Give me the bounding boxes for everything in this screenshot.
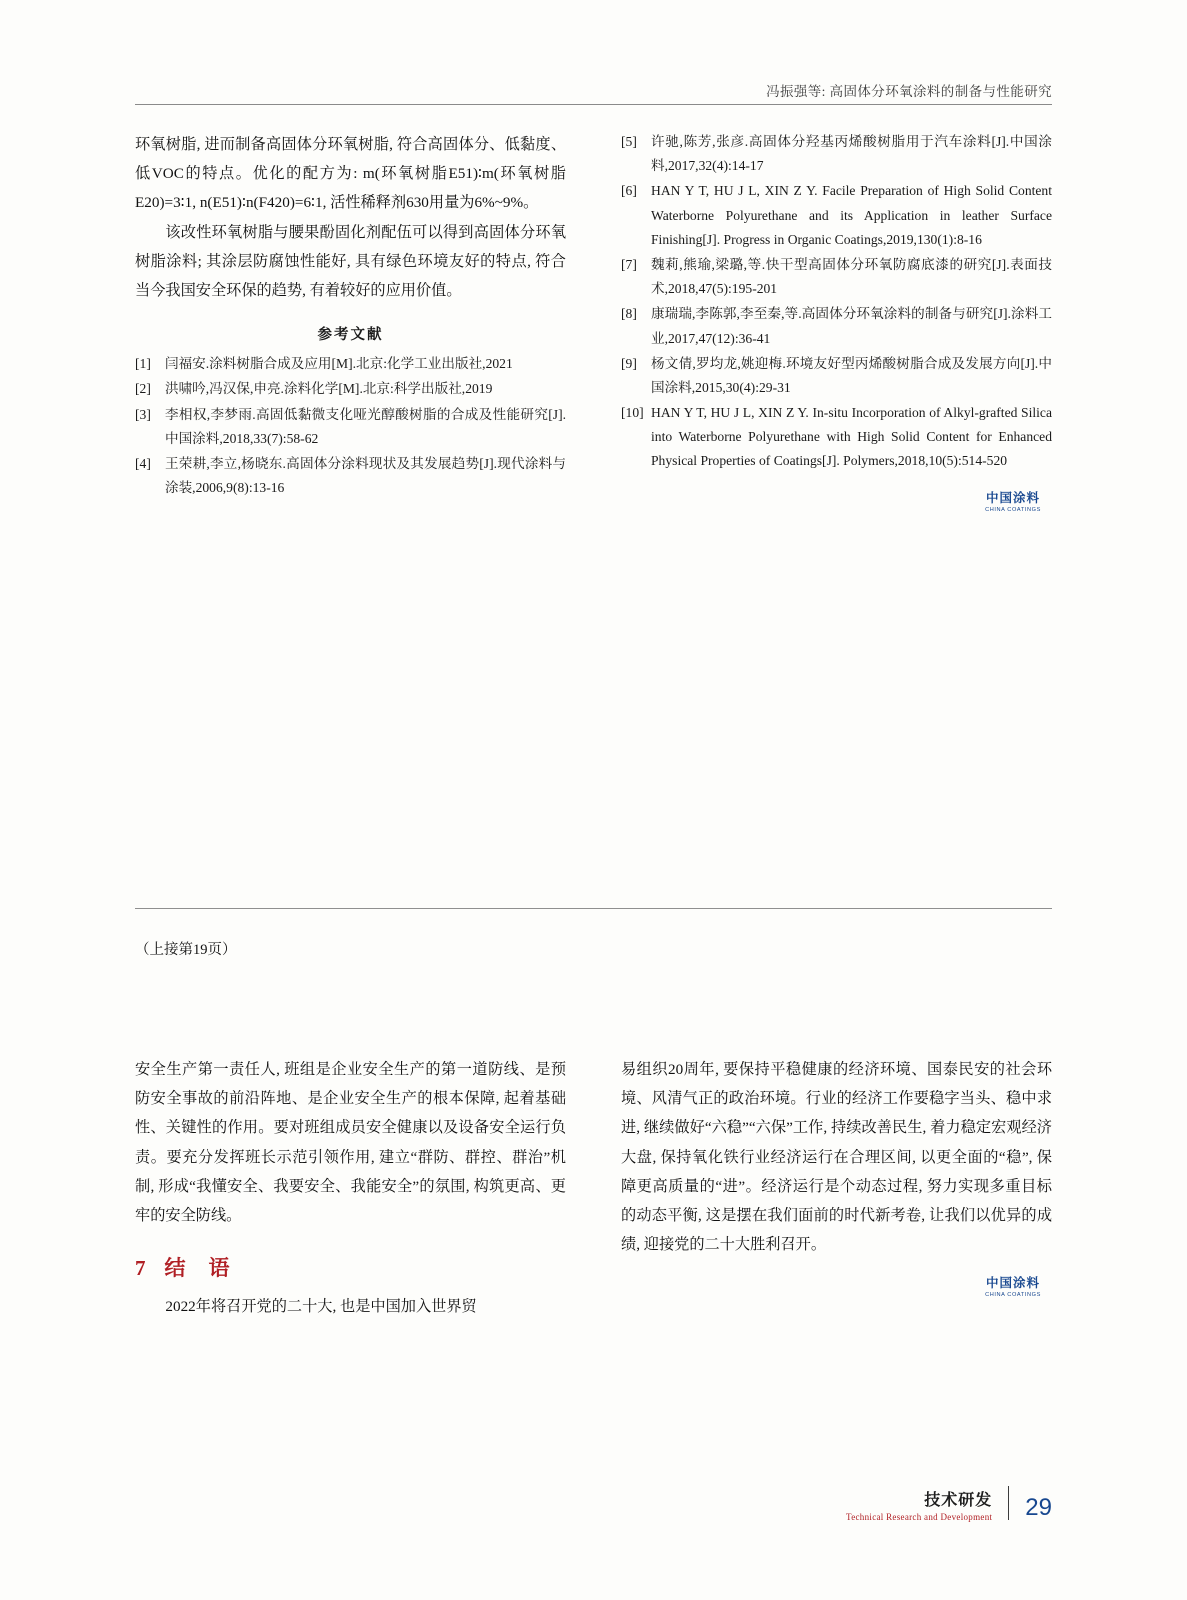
- reference-number: [9]: [621, 355, 637, 371]
- reference-text: 王荣耕,李立,杨晓东.高固体分涂料现状及其发展趋势[J].现代涂料与涂装,2006,9(8):13-16: [165, 455, 566, 496]
- section-paragraph: 2022年将召开党的二十大, 也是中国加入世界贸: [165, 1298, 477, 1316]
- reference-number: [7]: [621, 256, 637, 272]
- header-divider: [135, 104, 1052, 105]
- reference-number: [5]: [621, 134, 637, 149]
- logo-cn-text: 中国涂料: [985, 490, 1040, 505]
- reference-number: [8]: [621, 306, 637, 322]
- china-coatings-logo-icon: [974, 1273, 1052, 1298]
- reference-item: [621, 253, 1052, 301]
- continuation-note: （上接第19页）: [135, 942, 237, 958]
- reference-item: [621, 401, 1052, 474]
- lower-two-column-block: [135, 1055, 1052, 1321]
- section-heading: [135, 1252, 566, 1282]
- reference-text: 李相权,李梦雨.高固低黏微支化哑光醇酸树脂的合成及性能研究[J].中国涂料,2018,33(7):58-62: [165, 406, 566, 446]
- logo-en-text: CHINA COATINGS: [985, 1292, 1041, 1299]
- logo-cn-text: 中国涂料: [985, 1276, 1040, 1291]
- reference-number: [4]: [135, 455, 151, 471]
- section-number: 7: [135, 1256, 147, 1281]
- reference-text: 洪啸吟,冯汉保,申亮.涂料化学[M].北京:科学出版社,2019: [165, 381, 493, 397]
- reference-text: HAN Y T, HU J L, XIN Z Y. In-situ Incorporation of Alkyl-grafted Silica into Waterborne Polyurethane with High Solid Content for Enhanced Physical Properties of Coatings[J]. Polymers,2018,10(5):514-520: [651, 405, 1052, 469]
- reference-item: [135, 403, 566, 451]
- footer-en-text: Technical Research and Development: [846, 1512, 993, 1522]
- logo-en-text: CHINA COATINGS: [985, 506, 1041, 513]
- article-separator-rule: [135, 908, 1052, 909]
- lower-right-column: [621, 1055, 1052, 1321]
- conclusion-paragraph-1: 环氧树脂, 进而制备高固体分环氧树脂, 符合高固体分、低黏度、低VOC的特点。优化的配方为: m(环氧树脂E51)∶m(环氧树脂E20)=3∶1, n(E51)∶n(F420)=6∶1, 活性稀释剂630用量为6%~9%。: [135, 136, 566, 212]
- reference-item: [621, 302, 1052, 350]
- reference-item: [135, 452, 566, 500]
- reference-text: 魏莉,熊瑜,梁璐,等.快干型高固体分环氧防腐底漆的研究[J].表面技术,2018,47(5):195-201: [651, 256, 1052, 297]
- footer-divider: [1008, 1486, 1009, 1520]
- section-title: 结 语: [164, 1256, 231, 1281]
- reference-text: 杨文倩,罗均龙,姚迎梅.环境友好型丙烯酸树脂合成及发展方向[J].中国涂料,2015,30(4):29-31: [651, 355, 1052, 395]
- reference-text: 许驰,陈芳,张彦.高固体分羟基丙烯酸树脂用于汽车涂料[J].中国涂料,2017,32(4):14-17: [651, 134, 1052, 174]
- reference-text: HAN Y T, HU J L, XIN Z Y. Facile Preparation of High Solid Content Waterborne Polyurethane and its Application in leather Surface Finishing[J]. Progress in Organic Coatings,2019,130(1):8-16: [651, 183, 1052, 247]
- upper-two-column-block: [135, 130, 1052, 513]
- reference-number: [6]: [621, 183, 637, 199]
- references-heading: 参考文献: [317, 327, 384, 344]
- china-coatings-logo-icon: [974, 488, 1052, 513]
- upper-left-column: [135, 130, 566, 513]
- footer-section-label: [846, 1487, 992, 1522]
- reference-item: [135, 352, 566, 376]
- page-number: 29: [1025, 1494, 1052, 1521]
- reference-number: [1]: [135, 356, 151, 372]
- reference-number: [3]: [135, 406, 151, 422]
- reference-item: [621, 352, 1052, 400]
- reference-number: [10]: [621, 405, 644, 421]
- page-footer: [846, 1486, 1052, 1522]
- reference-text: 闫福安.涂料树脂合成及应用[M].北京:化学工业出版社,2021: [165, 356, 513, 372]
- reference-item: [135, 377, 566, 401]
- reference-item: [621, 130, 1052, 178]
- lower-right-paragraph: 易组织20周年, 要保持平稳健康的经济环境、国泰民安的社会环境、风清气正的政治环境。行业的经济工作要稳字当头、稳中求进, 继续做好“六稳”“六保”工作, 持续改善民生, 着力稳定宏观经济大盘, 保持氧化铁行业经济运行在合理区间, 以更全面的“稳”, 保障更高质量的“进”。经济运行是个动态过程, 努力实现多重目标的动态平衡, 这是摆在我们面前的时代新考卷, 让我们以优异的成绩, 迎接党的二十大胜利召开。: [621, 1061, 1052, 1254]
- running-head: 冯振强等: 高固体分环氧涂料的制备与性能研究: [766, 84, 1052, 99]
- footer-cn-text: 技术研发: [924, 1492, 993, 1509]
- upper-right-column: [621, 130, 1052, 513]
- reference-text: 康瑞瑞,李陈郭,李至秦,等.高固体分环氧涂料的制备与研究[J].涂料工业,2017,47(12):36-41: [651, 306, 1052, 346]
- lower-left-column: [135, 1055, 566, 1321]
- reference-number: [2]: [135, 381, 151, 397]
- lower-left-paragraph: 安全生产第一责任人, 班组是企业安全生产的第一道防线、是预防安全事故的前沿阵地、是企业安全生产的根本保障, 起着基础性、关键性的作用。要对班组成员安全健康以及设备安全运行负责。要充分发挥班长示范引领作用, 建立“群防、群控、群治”机制, 形成“我懂安全、我要安全、我能安全”的氛围, 构筑更高、更牢的安全防线。: [135, 1061, 566, 1224]
- reference-item: [621, 179, 1052, 252]
- conclusion-paragraph-2: 该改性环氧树脂与腰果酚固化剂配伍可以得到高固体分环氧树脂涂料; 其涂层防腐蚀性能好, 具有绿色环境友好的特点, 符合当今我国安全环保的趋势, 有着较好的应用价值。: [135, 223, 566, 299]
